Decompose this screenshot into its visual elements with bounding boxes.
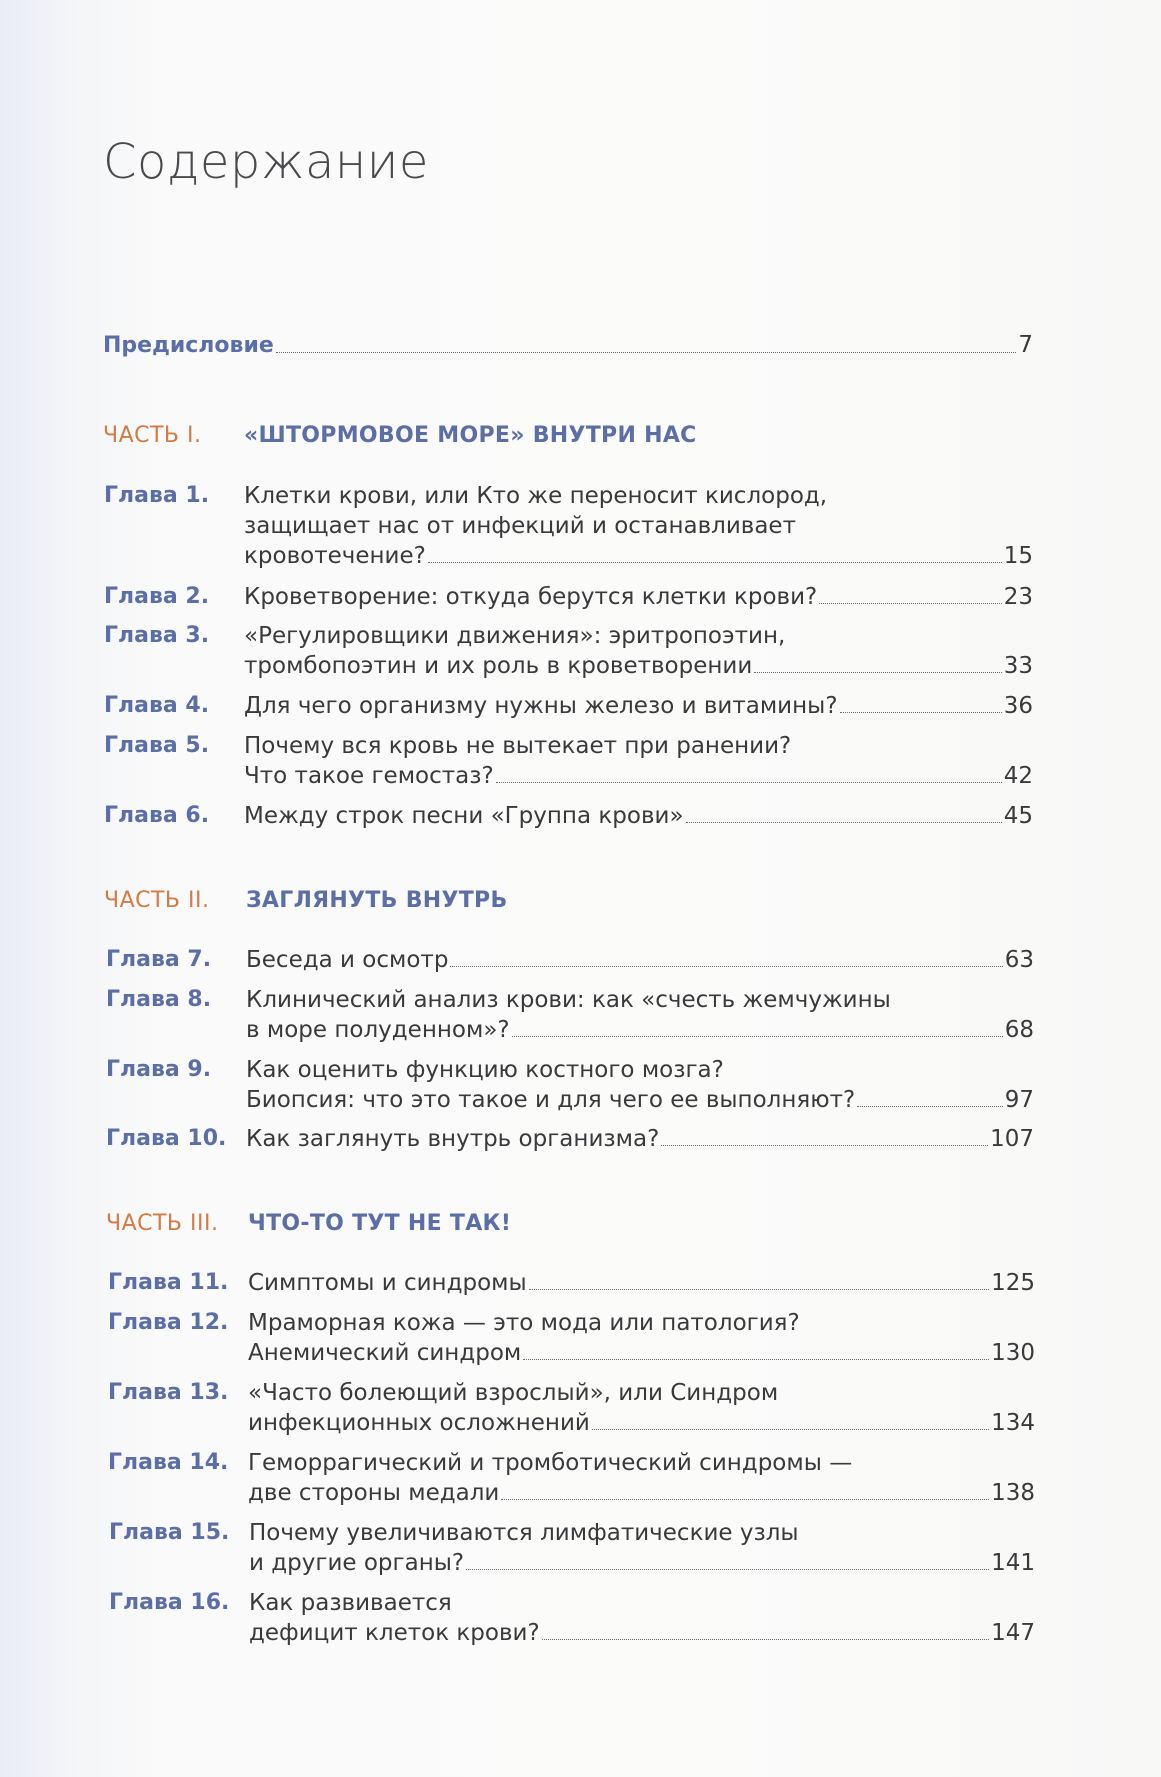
page-number: 36 [1003,693,1033,719]
leader-dots [857,1105,1003,1107]
chapter-number: Глава 13. [108,1380,229,1405]
chapter-title-text: кровотечение? [244,543,426,569]
chapter-title-last-line [244,582,1033,612]
page-number: 134 [991,1410,1035,1436]
leader-dots [542,1638,989,1640]
chapter-title-text: две стороны медали [248,1480,500,1506]
chapter-title-last-line [249,1618,1035,1648]
chapter-title-text: Клинический анализ крови: как «счесть жемчужины [246,987,891,1013]
preface-label: Предисловие [103,333,274,358]
leader-dots [819,602,1001,604]
chapter-number: Глава 4. [104,693,210,718]
page-number: 125 [991,1270,1035,1296]
chapter-title-last-line [244,691,1033,721]
leader-dots [840,711,1002,713]
chapter-title-line [246,985,891,1015]
chapter-title-line [248,1378,778,1408]
part-title: ЧТО-ТО ТУТ НЕ ТАК! [248,1211,512,1236]
chapter-number: Глава 10. [106,1126,227,1151]
chapter-title-text: защищает нас от инфекций и останавливает [244,513,796,539]
chapter-title-text: Для чего организму нужны железо и витамины? [244,693,838,719]
page-number: 23 [1003,584,1033,610]
chapter-title-line [246,1055,724,1085]
page-number: 97 [1004,1087,1034,1113]
chapter-number: Глава 6. [104,803,210,828]
chapter-title-text: Симптомы и синдромы [248,1270,527,1296]
page-number: 107 [990,1126,1034,1152]
chapter-title-text: инфекционных осложнений [248,1410,590,1436]
page-number: 15 [1003,543,1033,569]
chapter-title-text: Геморрагический и тромботический синдромы — [248,1450,853,1476]
page-number: 45 [1003,803,1033,829]
chapter-title-line [244,731,791,761]
chapter-title-text: Между строк песни «Группа крови» [244,803,684,829]
page-number: 68 [1004,1017,1034,1043]
page-number: 7 [1018,332,1033,358]
leader-dots [661,1144,988,1146]
part-label: ЧАСТЬ III. [106,1211,219,1236]
preface-entry [103,330,1033,361]
leader-dots [529,1288,989,1290]
part-label: ЧАСТЬ I. [103,423,202,448]
chapter-title-text: Как развивается [249,1590,452,1616]
chapter-number: Глава 1. [104,483,210,508]
page-number: 130 [991,1340,1035,1366]
chapter-title-text: Почему увеличиваются лимфатические узлы [249,1520,799,1546]
chapter-title-last-line [248,1478,1035,1508]
leader-dots [754,671,1001,673]
chapter-number: Глава 5. [104,733,210,758]
chapter-title-line [249,1588,452,1618]
chapter-title-text: Анемический синдром [248,1340,522,1366]
chapter-title-line [249,1518,799,1548]
leader-dots [523,1358,989,1360]
chapter-title-text: тромбопоэтин и их роль в кроветворении [244,653,753,679]
page-number: 141 [991,1550,1035,1576]
leader-dots [501,1498,989,1500]
chapter-number: Глава 2. [104,584,210,609]
chapter-number: Глава 8. [106,987,212,1012]
chapter-title-last-line [246,1124,1034,1154]
chapter-number: Глава 12. [108,1310,229,1335]
leader-dots [276,351,1017,353]
chapter-title-last-line [246,1015,1034,1045]
chapter-title-text: Как заглянуть внутрь организма? [246,1126,660,1152]
chapter-title-last-line [248,1268,1035,1298]
chapter-title-text: Мраморная кожа — это мода или патология? [248,1310,800,1336]
chapter-title-text: Что такое гемостаз? [244,763,494,789]
leader-dots [686,821,1002,823]
chapter-title-text: Кроветворение: откуда берутся клетки крови? [244,584,818,610]
chapter-title-text: Почему вся кровь не вытекает при ранении? [244,733,792,759]
chapter-title-line [244,511,796,541]
chapter-title-text: в море полуденном»? [246,1017,510,1043]
page-number: 63 [1004,947,1034,973]
leader-dots [512,1035,1003,1037]
leader-dots [428,561,1002,563]
chapter-title-line [244,481,827,511]
chapter-title-text: и другие органы? [249,1550,465,1576]
chapter-title-line [248,1448,852,1478]
chapter-number: Глава 3. [104,623,210,648]
chapter-number: Глава 15. [109,1520,230,1545]
chapter-title-last-line [248,1408,1035,1438]
chapter-title-text: Биопсия: что это такое и для чего ее выполняют? [246,1087,856,1113]
part-title: «ШТОРМОВОЕ МОРЕ» ВНУТРИ НАС [244,423,697,448]
chapter-title-last-line [244,651,1033,681]
chapter-number: Глава 9. [106,1057,212,1082]
leader-dots [466,1568,989,1570]
page-number: 33 [1003,653,1033,679]
chapter-title-last-line [246,1085,1034,1115]
page-title: Содержание [103,134,429,190]
part-title: ЗАГЛЯНУТЬ ВНУТРЬ [246,888,508,913]
chapter-title-line [244,621,785,651]
page-number: 147 [991,1620,1035,1646]
leader-dots [450,965,1002,967]
chapter-title-last-line [244,541,1033,571]
leader-dots [496,781,1002,783]
page-number: 138 [991,1480,1035,1506]
chapter-number: Глава 11. [108,1270,229,1295]
chapter-title-last-line [249,1548,1035,1578]
chapter-title-last-line [248,1338,1035,1368]
chapter-title-text: Беседа и осмотр [246,947,449,973]
chapter-number: Глава 14. [108,1450,229,1475]
part-label: ЧАСТЬ II. [104,888,210,913]
leader-dots [592,1428,989,1430]
chapter-title-text: «Часто болеющий взрослый», или Синдром [248,1380,779,1406]
page-number: 42 [1003,763,1033,789]
chapter-title-last-line [246,945,1034,975]
chapter-title-text: Клетки крови, или Кто же переносит кислород, [244,483,828,509]
chapter-title-text: «Регулировщики движения»: эритропоэтин, [244,623,786,649]
chapter-title-text: дефицит клеток крови? [249,1620,540,1646]
chapter-title-line [248,1308,800,1338]
chapter-number: Глава 7. [106,947,212,972]
chapter-title-last-line [244,761,1033,791]
chapter-title-last-line [244,801,1033,831]
chapter-number: Глава 16. [109,1590,230,1615]
chapter-title-text: Как оценить функцию костного мозга? [246,1057,724,1083]
